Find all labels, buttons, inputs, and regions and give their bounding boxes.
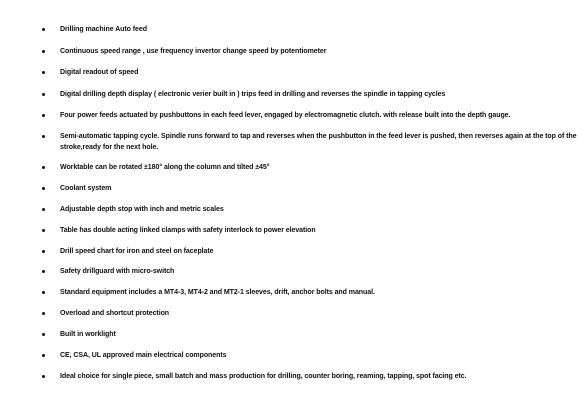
bullet-icon xyxy=(42,187,45,190)
list-item-text: Four power feeds actuated by pushbuttons in each feed lever, engaged by electromagnetic clutch. with release built into the depth gauge. xyxy=(60,112,511,119)
list-item xyxy=(0,308,583,319)
bullet-icon xyxy=(42,71,45,74)
bullet-icon xyxy=(42,114,45,117)
list-item xyxy=(0,67,583,78)
bullet-icon xyxy=(42,250,45,253)
list-item xyxy=(0,183,583,194)
list-item-text: Continuous speed range , use frequency invertor change speed by potentiometer xyxy=(60,47,327,55)
list-item xyxy=(0,89,583,100)
bullet-icon xyxy=(42,312,45,315)
bullet-icon xyxy=(42,375,45,378)
list-item-text: Worktable can be rotated ±180° along the column and tilted ±45° xyxy=(60,164,270,171)
bullet-icon xyxy=(42,135,45,138)
list-item-text: Table has double acting linked clamps with safety interlock to power elevation xyxy=(60,226,316,234)
bullet-icon xyxy=(42,166,45,169)
feature-list xyxy=(0,24,583,382)
list-item xyxy=(0,371,583,382)
list-item-text: Overload and shortcut protection xyxy=(60,310,170,317)
bullet-icon xyxy=(42,229,45,232)
list-item-text: Adjustable depth stop with inch and metric scales xyxy=(60,205,224,213)
list-item xyxy=(0,246,583,257)
list-item xyxy=(0,287,583,298)
list-item xyxy=(0,24,583,35)
list-item xyxy=(0,225,583,236)
list-item-text: Digital readout of speed xyxy=(60,69,139,76)
list-item-text: Semi-automatic tapping cycle. Spindle runs forward to tap and reverses when the pushbutton in the feed lever is pushed, then reverses again at the top of the stroke,ready for the next hole. xyxy=(60,133,577,151)
bullet-icon xyxy=(42,270,45,273)
bullet-icon xyxy=(42,93,45,96)
list-item-text: Drilling machine Auto feed xyxy=(60,26,147,33)
list-item-text: Drill speed chart for iron and steel on faceplate xyxy=(60,247,214,255)
bullet-icon xyxy=(42,28,45,31)
list-item-text: Built in worklight xyxy=(60,331,116,338)
list-item xyxy=(0,204,583,215)
list-item-text: Standard equipment includes a MT4-3, MT4-2 and MT2-1 sleeves, drift, anchor bolts and manual. xyxy=(60,289,375,296)
list-item xyxy=(0,266,583,277)
list-item-text: Ideal choice for single piece, small batch and mass production for drilling, counter boring, reaming, tapping, spot facing etc. xyxy=(60,373,467,380)
bullet-icon xyxy=(42,291,45,294)
list-item-text: Safety drillguard with micro-switch xyxy=(60,268,175,275)
bullet-icon xyxy=(42,50,45,53)
list-item-text: Digital drilling depth display ( electronic verier built in ) trips feed in drilling and reverses the spindle in tapping cycles xyxy=(60,90,446,98)
list-item-text: CE, CSA, UL approved main electrical components xyxy=(60,352,227,359)
list-item xyxy=(0,350,583,361)
list-item xyxy=(0,46,583,57)
list-item-text: Coolant system xyxy=(60,185,112,192)
bullet-icon xyxy=(42,354,45,357)
list-item xyxy=(0,329,583,340)
bullet-icon xyxy=(42,208,45,211)
list-item xyxy=(0,162,583,173)
list-item xyxy=(0,131,583,153)
bullet-icon xyxy=(42,333,45,336)
list-item xyxy=(0,110,583,121)
